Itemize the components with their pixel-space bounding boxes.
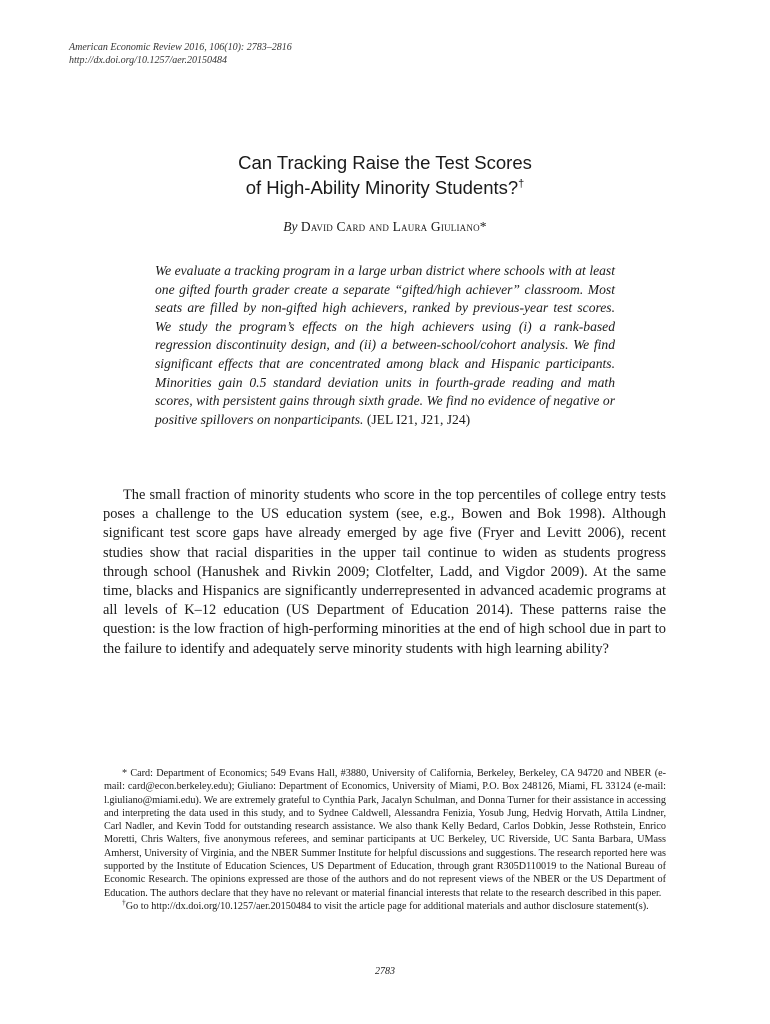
footnote-dagger-marker: † (122, 897, 126, 907)
journal-citation: American Economic Review 2016, 106(10): 2783–2816 (69, 42, 292, 53)
footnote-author-affiliations: * Card: Department of Economics; 549 Evans Hall, #3880, University of California, Berkeley, Berkeley, CA 94720 and NBER (e-mail: card@econ.berkeley.edu); Giuliano: Department of Economics, University of Miami, P.O. Box 248126, Miami, FL 33124 (e-mail: l.giuliano@miami.edu). We are extremely grateful to Cynthia Park, Jacalyn Schulman, and Donna Turner for their assistance in accessing and interpreting the data used in this study, and to Sydnee Caldwell, Alessandra Fenizia, Yosub Jung, Hedvig Horvath, Attila Lindner, Carl Nadler, and Kevin Todd for outstanding research assistance. We also thank Kelly Bedard, Carlos Dobkin, Jesse Rothstein, Enrico Moretti, Chris Walters, five anonymous referees, and seminar participants at UC Berkeley, UC Riverside, UC Santa Barbara, UMass Amherst, University of Virginia, and the NBER Summer Institute for helpful discussions and suggestions. The research reported here was supported by the Institute of Education Sciences, US Department of Education, through grant R305D110019 to the National Bureau of Economic Research. The opinions expressed are those of the authors and do not represent views of the NBER or the US Department of Education. The authors declare that they have no relevant or material financial interests that relate to the research described in this paper. (104, 768, 666, 899)
body-text (103, 486, 666, 659)
page-number: 2783 (375, 966, 395, 977)
doi-link[interactable]: http://dx.doi.org/10.1257/aer.20150484 (69, 55, 227, 66)
abstract-text: We evaluate a tracking program in a large urban district where schools with at least one gifted fourth grader create a separate “gifted/high achiever” classroom. Most seats are filled by non-gifted high achievers, ranked by previous-year test scores. We study the program’s effects on the high achievers using (i) a rank-based regression discontinuity design, and (ii) a between-school/cohort analysis. We find significant effects that are concentrated among black and Hispanic participants. Minorities gain 0.5 standard deviation units in fourth-grade reading and math scores, with persistent gains through sixth grade. We find no evidence of negative or positive spillovers on nonparticipants. (155, 263, 615, 427)
jel-codes: (JEL I21, J21, J24) (366, 411, 471, 427)
author-byline (100, 218, 670, 236)
author-names: David Card and Laura Giuliano* (300, 219, 487, 234)
title-line-2 (100, 175, 670, 200)
title-line-2-text: of High-Ability Minority Students? (245, 177, 519, 198)
footnote-dagger (104, 897, 666, 913)
abstract (155, 262, 615, 429)
abstract-paragraph (155, 262, 615, 429)
footnotes (104, 767, 666, 913)
journal-header (69, 41, 292, 67)
byline-by: By (283, 219, 298, 234)
title-dagger-marker[interactable]: † (518, 177, 525, 190)
article-title (100, 150, 670, 200)
footnote-dagger-text: Go to http://dx.doi.org/10.1257/aer.20150484 to visit the article page for additional materials and author disclosure statement(s). (125, 900, 649, 912)
body-paragraph-1: The small fraction of minority students who score in the top percentiles of college entry tests poses a challenge to the US education system (see, e.g., Bowen and Bok 1998). Although significant test score gaps have already emerged by age five (Fryer and Levitt 2006), recent studies show that racial disparities in the upper tail continue to widen as students progress through school (Hanushek and Rivkin 2009; Clotfelter, Ladd, and Vigdor 2009). At the same time, blacks and Hispanics are significantly underrepresented in advanced academic programs at all levels of K–12 education (US Department of Education 2014). These patterns raise the question: is the low fraction of high-performing minorities at the end of high school due in part to the failure to identify and adequately serve minority students with high learning ability? (103, 487, 666, 657)
title-line-1: Can Tracking Raise the Test Scores (238, 152, 532, 173)
